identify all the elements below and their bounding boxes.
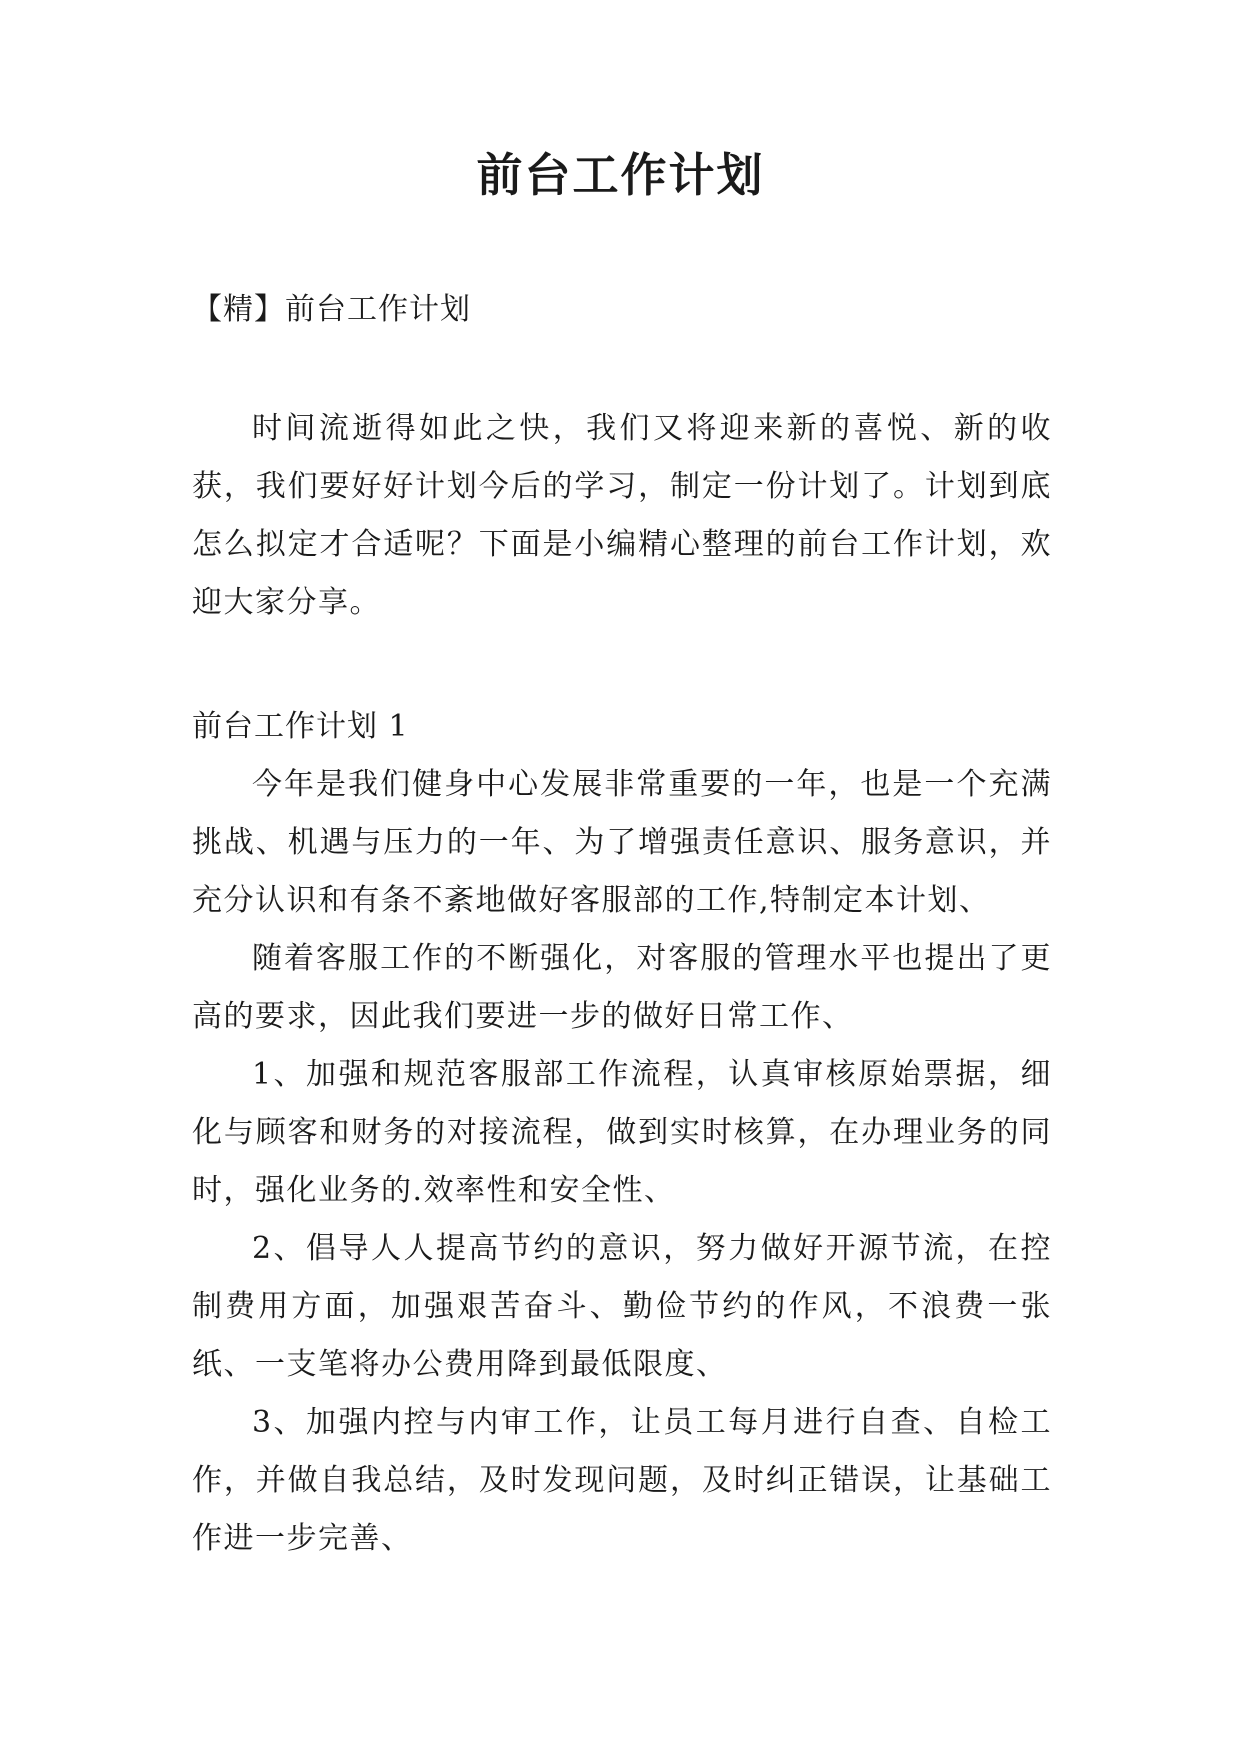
document-subtitle: 【精】前台工作计划: [192, 292, 471, 327]
body-paragraph: 随着客服工作的不断强化，对客服的管理水平也提出了更高的要求，因此我们要进一步的做好日常工作、: [192, 941, 1052, 1034]
list-item-paragraph: 1、加强和规范客服部工作流程，认真审核原始票据，细化与顾客和财务的对接流程，做到实时核算，在办理业务的同时，强化业务的.效率性和安全性、: [192, 1057, 1052, 1208]
body-paragraph: 今年是我们健身中心发展非常重要的一年，也是一个充满挑战、机遇与压力的一年、为了增强责任意识、服务意识，并充分认识和有条不紊地做好客服部的工作,特制定本计划、: [192, 767, 1052, 918]
intro-paragraph: 时间流逝得如此之快，我们又将迎来新的喜悦、新的收获，我们要好好计划今后的学习，制定一份计划了。计划到底怎么拟定才合适呢？下面是小编精心整理的前台工作计划，欢迎大家分享。: [192, 411, 1052, 620]
list-item-paragraph: 3、加强内控与内审工作，让员工每月进行自查、自检工作，并做自我总结，及时发现问题，及时纠正错误，让基础工作进一步完善、: [192, 1405, 1052, 1556]
document-title: 前台工作计划: [476, 148, 765, 202]
section-heading: 前台工作计划 1: [192, 709, 409, 744]
list-item-paragraph: 2、倡导人人提高节约的意识，努力做好开源节流，在控制费用方面，加强艰苦奋斗、勤俭节约的作风，不浪费一张纸、一支笔将办公费用降到最低限度、: [192, 1231, 1052, 1382]
